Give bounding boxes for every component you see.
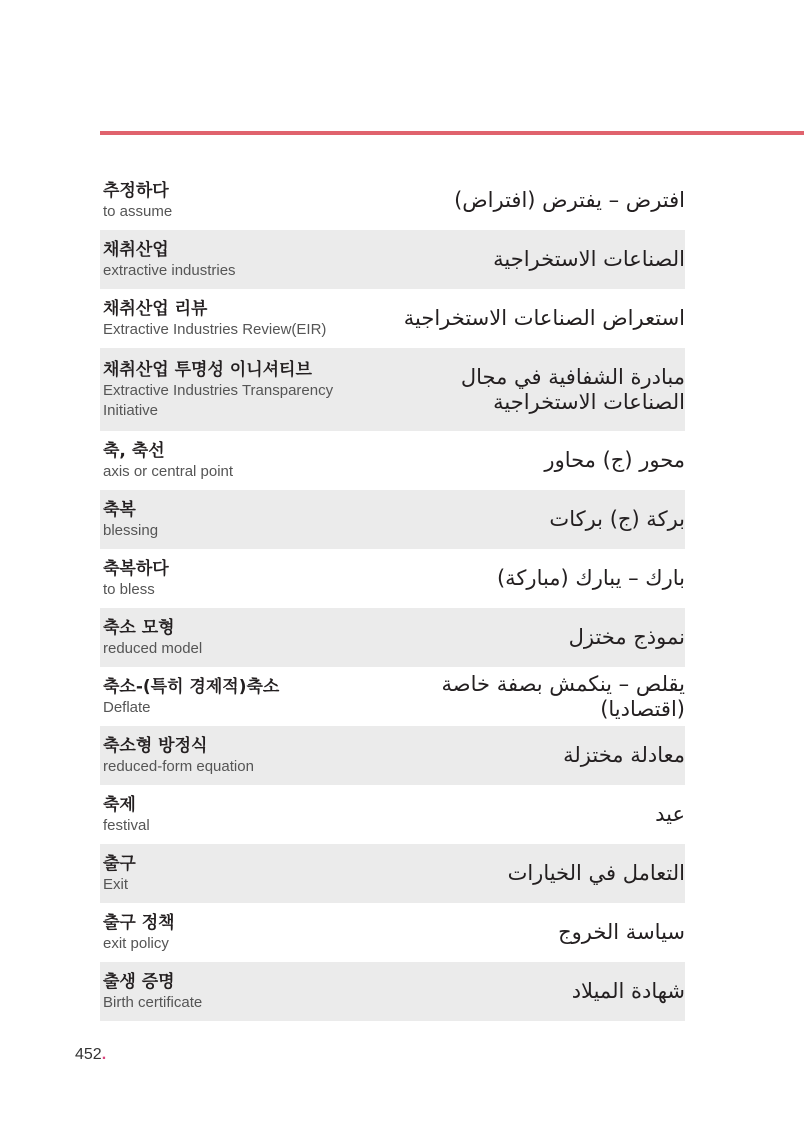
korean-term: 축소-(특히 경제적)축소 — [103, 676, 280, 697]
page-number — [75, 1046, 106, 1064]
glossary-entry — [100, 490, 685, 549]
glossary-entry — [100, 608, 685, 667]
entry-source — [103, 180, 373, 222]
arabic-term: التعامل في الخيارات — [507, 861, 685, 885]
english-term: Deflate — [103, 698, 151, 716]
entry-source — [103, 971, 373, 1013]
entry-source — [103, 558, 373, 600]
arabic-term: بارك – يبارك (مباركة) — [496, 566, 685, 590]
glossary-entry — [100, 785, 685, 844]
glossary-entry — [100, 348, 685, 431]
arabic-term: افترض – يفترض (افتراض) — [454, 188, 685, 212]
entry-source — [103, 617, 373, 659]
entry-source — [103, 359, 373, 421]
page-number-text: 452 — [75, 1046, 102, 1063]
korean-term: 출구 정책 — [103, 912, 175, 933]
english-term: reduced model — [103, 639, 203, 657]
glossary-entry — [100, 726, 685, 785]
glossary-entry — [100, 549, 685, 608]
korean-term: 추정하다 — [103, 180, 169, 201]
glossary-entry — [100, 667, 685, 726]
english-term: axis or central point — [103, 462, 234, 480]
korean-term: 축, 축선 — [103, 440, 165, 461]
glossary-entry — [100, 844, 685, 903]
entry-source — [103, 298, 373, 340]
english-term: to assume — [103, 202, 173, 220]
glossary-entry — [100, 171, 685, 230]
entry-source — [103, 853, 373, 895]
korean-term: 축복하다 — [103, 558, 169, 579]
entry-source — [103, 676, 373, 718]
glossary-table — [100, 171, 685, 1021]
glossary-entry — [100, 431, 685, 490]
glossary-entry — [100, 903, 685, 962]
arabic-term: شهادة الميلاد — [571, 979, 685, 1003]
page-number-dot: . — [101, 1046, 107, 1063]
glossary-entry — [100, 289, 685, 348]
english-term: exit policy — [103, 934, 169, 952]
entry-source — [103, 499, 373, 541]
korean-term: 축제 — [103, 794, 136, 815]
arabic-term: سياسة الخروج — [558, 920, 685, 944]
korean-term: 출구 — [103, 853, 136, 874]
english-term: Extractive Industries Review(EIR) — [103, 320, 327, 338]
header-rule — [100, 131, 804, 135]
english-term: extractive industries — [103, 261, 236, 279]
arabic-term: استعراض الصناعات الاستخراجية — [403, 306, 685, 330]
arabic-term: يقلص – ينكمش بصفة خاصة (اقتصاديا) — [441, 671, 685, 721]
english-term: festival — [103, 816, 150, 834]
glossary-entry — [100, 962, 685, 1021]
arabic-term: محور (ج) محاور — [544, 448, 685, 472]
entry-source — [103, 912, 373, 954]
arabic-term: نموذج مختزل — [568, 625, 685, 649]
arabic-term: مبادرة الشفافية في مجال الصناعات الاستخراجية — [460, 364, 685, 414]
arabic-term: الصناعات الاستخراجية — [493, 247, 685, 271]
arabic-term: عيد — [655, 802, 685, 826]
english-term: Exit — [103, 875, 129, 893]
korean-term: 채취산업 리뷰 — [103, 298, 208, 319]
korean-term: 축복 — [103, 499, 136, 520]
korean-term: 채취산업 — [103, 239, 169, 260]
english-term: to bless — [103, 580, 155, 598]
korean-term: 출생 증명 — [103, 971, 175, 992]
glossary-entry — [100, 230, 685, 289]
korean-term: 축소 모형 — [103, 617, 175, 638]
korean-term: 채취산업 투명성 이니셔티브 — [103, 359, 312, 380]
english-term: blessing — [103, 521, 159, 539]
entry-source — [103, 794, 373, 836]
korean-term: 축소형 방정식 — [103, 735, 208, 756]
english-term: reduced-form equation — [103, 757, 254, 775]
entry-source — [103, 440, 373, 482]
arabic-term: بركة (ج) بركات — [549, 507, 685, 531]
english-term: Birth certificate — [103, 993, 203, 1011]
entry-source — [103, 239, 373, 281]
arabic-term: معادلة مختزلة — [563, 743, 685, 767]
english-term: Extractive Industries Transparency Initiative — [103, 381, 334, 419]
entry-source — [103, 735, 373, 777]
